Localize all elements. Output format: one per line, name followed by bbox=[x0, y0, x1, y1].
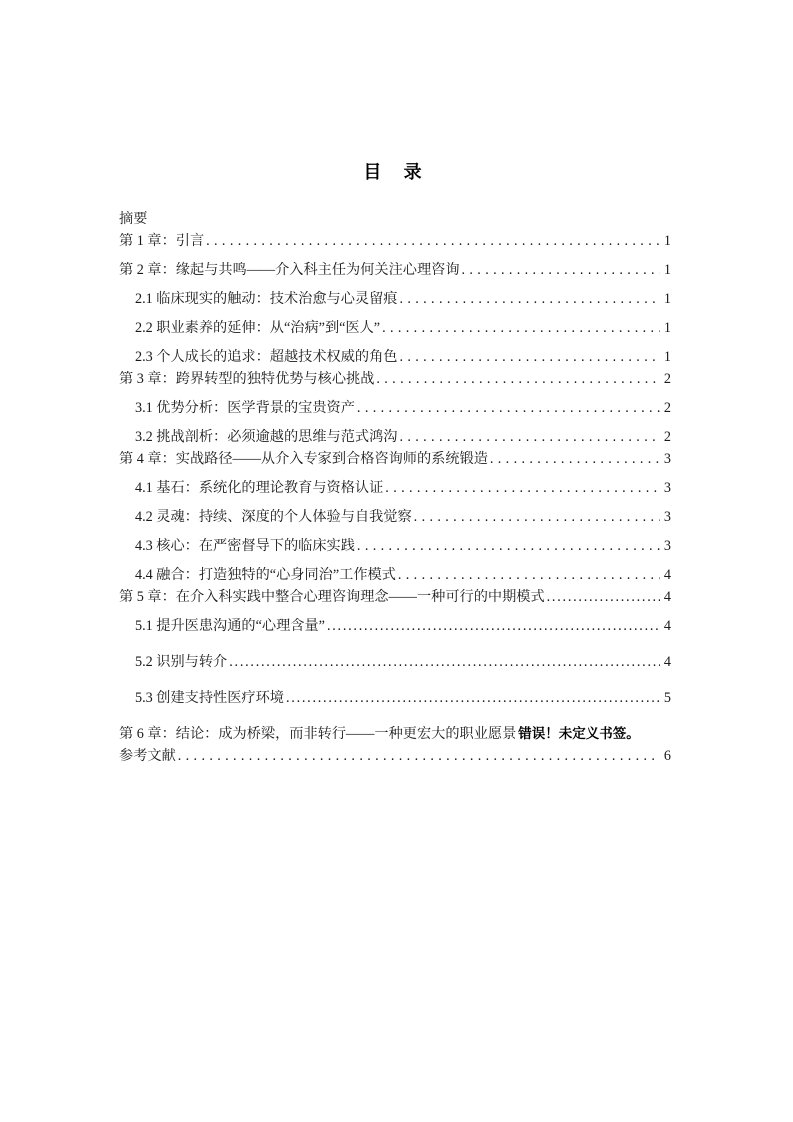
toc-entry-page: 1 bbox=[660, 319, 671, 337]
toc-entry-page: 1 bbox=[660, 261, 671, 279]
dot-leader bbox=[399, 428, 659, 446]
toc-entry-page: 1 bbox=[660, 348, 671, 366]
toc-title: 目 录 bbox=[363, 162, 430, 183]
toc-entry-label: 摘要 bbox=[119, 210, 671, 228]
dot-leader bbox=[327, 617, 660, 635]
toc-entry-label: 第 5 章：在介入科实践中整合心理咨询理念——一种可行的中期模式 bbox=[119, 589, 545, 605]
bookmark-error-text: 错误！未定义书签。 bbox=[518, 726, 640, 742]
toc-entry-section-4-1[interactable] bbox=[119, 475, 671, 497]
toc-entry-label: 4.1 基石：系统化的理论教育与资格认证 bbox=[135, 480, 384, 496]
toc-entry-chapter-1[interactable] bbox=[119, 228, 671, 250]
toc-entry-page: 4 bbox=[660, 617, 671, 635]
dot-leader bbox=[398, 566, 660, 584]
toc-entry-chapter-2[interactable] bbox=[119, 257, 671, 279]
toc-entry-page: 2 bbox=[660, 428, 671, 446]
dot-leader bbox=[178, 747, 660, 765]
toc-entry-page: 4 bbox=[660, 588, 671, 606]
dot-leader bbox=[357, 537, 660, 555]
toc-entry-page: 3 bbox=[660, 537, 671, 555]
toc-entry-label: 4.2 灵魂：持续、深度的个人体验与自我觉察 bbox=[135, 509, 412, 525]
toc-entry-references[interactable] bbox=[119, 743, 671, 765]
toc-entry-label: 2.1 临床现实的触动：技术治愈与心灵留痕 bbox=[135, 291, 398, 307]
dot-leader bbox=[382, 319, 660, 337]
toc-entry-label: 第 3 章：跨界转型的独特优势与核心挑战 bbox=[119, 371, 375, 387]
toc-entry-page: 5 bbox=[660, 689, 671, 707]
toc-entry-section-2-3[interactable] bbox=[119, 344, 671, 366]
toc-entry-label: 第 2 章：缘起与共鸣——介入科主任为何关注心理咨询 bbox=[119, 262, 460, 278]
toc-entry-chapter-3[interactable] bbox=[119, 366, 671, 388]
dot-leader bbox=[286, 689, 660, 707]
dot-leader bbox=[547, 588, 660, 606]
dot-leader bbox=[399, 348, 659, 366]
toc-entry-section-5-2[interactable] bbox=[119, 649, 671, 671]
toc-entry-chapter-5[interactable] bbox=[119, 584, 671, 606]
toc-entry-label: 4.4 融合：打造独特的“心身同治”工作模式 bbox=[135, 567, 396, 583]
toc-entry-label: 参考文献 bbox=[119, 748, 176, 764]
dot-leader bbox=[376, 370, 660, 388]
toc-entry-section-4-2[interactable] bbox=[119, 504, 671, 526]
dot-leader bbox=[385, 479, 660, 497]
toc-entry-section-5-1[interactable] bbox=[119, 613, 671, 635]
toc-entry-section-2-2[interactable] bbox=[119, 315, 671, 337]
toc-entry-chapter-4[interactable] bbox=[119, 446, 671, 468]
dot-leader bbox=[229, 653, 660, 671]
toc-entry-page: 1 bbox=[660, 290, 671, 308]
toc-entry-page: 3 bbox=[660, 479, 671, 497]
toc-entry-label: 2.2 职业素养的延伸：从“治病”到“医人” bbox=[135, 320, 381, 336]
dot-leader bbox=[462, 261, 660, 279]
toc-entry-label: 第 1 章：引言 bbox=[119, 233, 205, 249]
toc-entry-page: 2 bbox=[660, 399, 671, 417]
toc-entry-page: 3 bbox=[660, 508, 671, 526]
toc-entry-page: 4 bbox=[660, 566, 671, 584]
dot-leader bbox=[414, 508, 660, 526]
toc-entry-chapter-6[interactable] bbox=[119, 721, 671, 743]
toc-entry-label: 第 6 章：结论：成为桥梁，而非转行——一种更宏大的职业愿景 bbox=[119, 726, 517, 742]
toc-entry-abstract[interactable] bbox=[119, 206, 671, 228]
toc-entry-section-5-3[interactable] bbox=[119, 685, 671, 707]
toc-entry-label: 3.1 优势分析：医学背景的宝贵资产 bbox=[135, 400, 355, 416]
toc-entry-page: 6 bbox=[660, 747, 671, 765]
table-of-contents bbox=[119, 206, 671, 765]
toc-entry-section-4-3[interactable] bbox=[119, 533, 671, 555]
toc-entry-label: 5.2 识别与转介 bbox=[135, 654, 228, 670]
toc-entry-section-3-2[interactable] bbox=[119, 424, 671, 446]
toc-entry-label: 第 4 章：实战路径——从介入专家到合格咨询师的系统锻造 bbox=[119, 451, 488, 467]
dot-leader bbox=[490, 450, 660, 468]
toc-entry-section-2-1[interactable] bbox=[119, 286, 671, 308]
dot-leader bbox=[206, 232, 660, 250]
toc-entry-page: 3 bbox=[660, 450, 671, 468]
toc-entry-label: 3.2 挑战剖析：必须逾越的思维与范式鸿沟 bbox=[135, 429, 398, 445]
toc-entry-label: 5.1 提升医患沟通的“心理含量” bbox=[135, 618, 325, 634]
dot-leader bbox=[357, 399, 660, 417]
toc-entry-section-3-1[interactable] bbox=[119, 395, 671, 417]
toc-entry-section-4-4[interactable] bbox=[119, 562, 671, 584]
toc-entry-label: 5.3 创建支持性医疗环境 bbox=[135, 690, 284, 706]
toc-entry-page: 2 bbox=[660, 370, 671, 388]
toc-entry-label: 2.3 个人成长的追求：超越技术权威的角色 bbox=[135, 349, 398, 365]
toc-entry-page: 4 bbox=[660, 653, 671, 671]
toc-entry-page: 1 bbox=[660, 232, 671, 250]
toc-entry-label: 4.3 核心：在严密督导下的临床实践 bbox=[135, 538, 355, 554]
dot-leader bbox=[399, 290, 659, 308]
